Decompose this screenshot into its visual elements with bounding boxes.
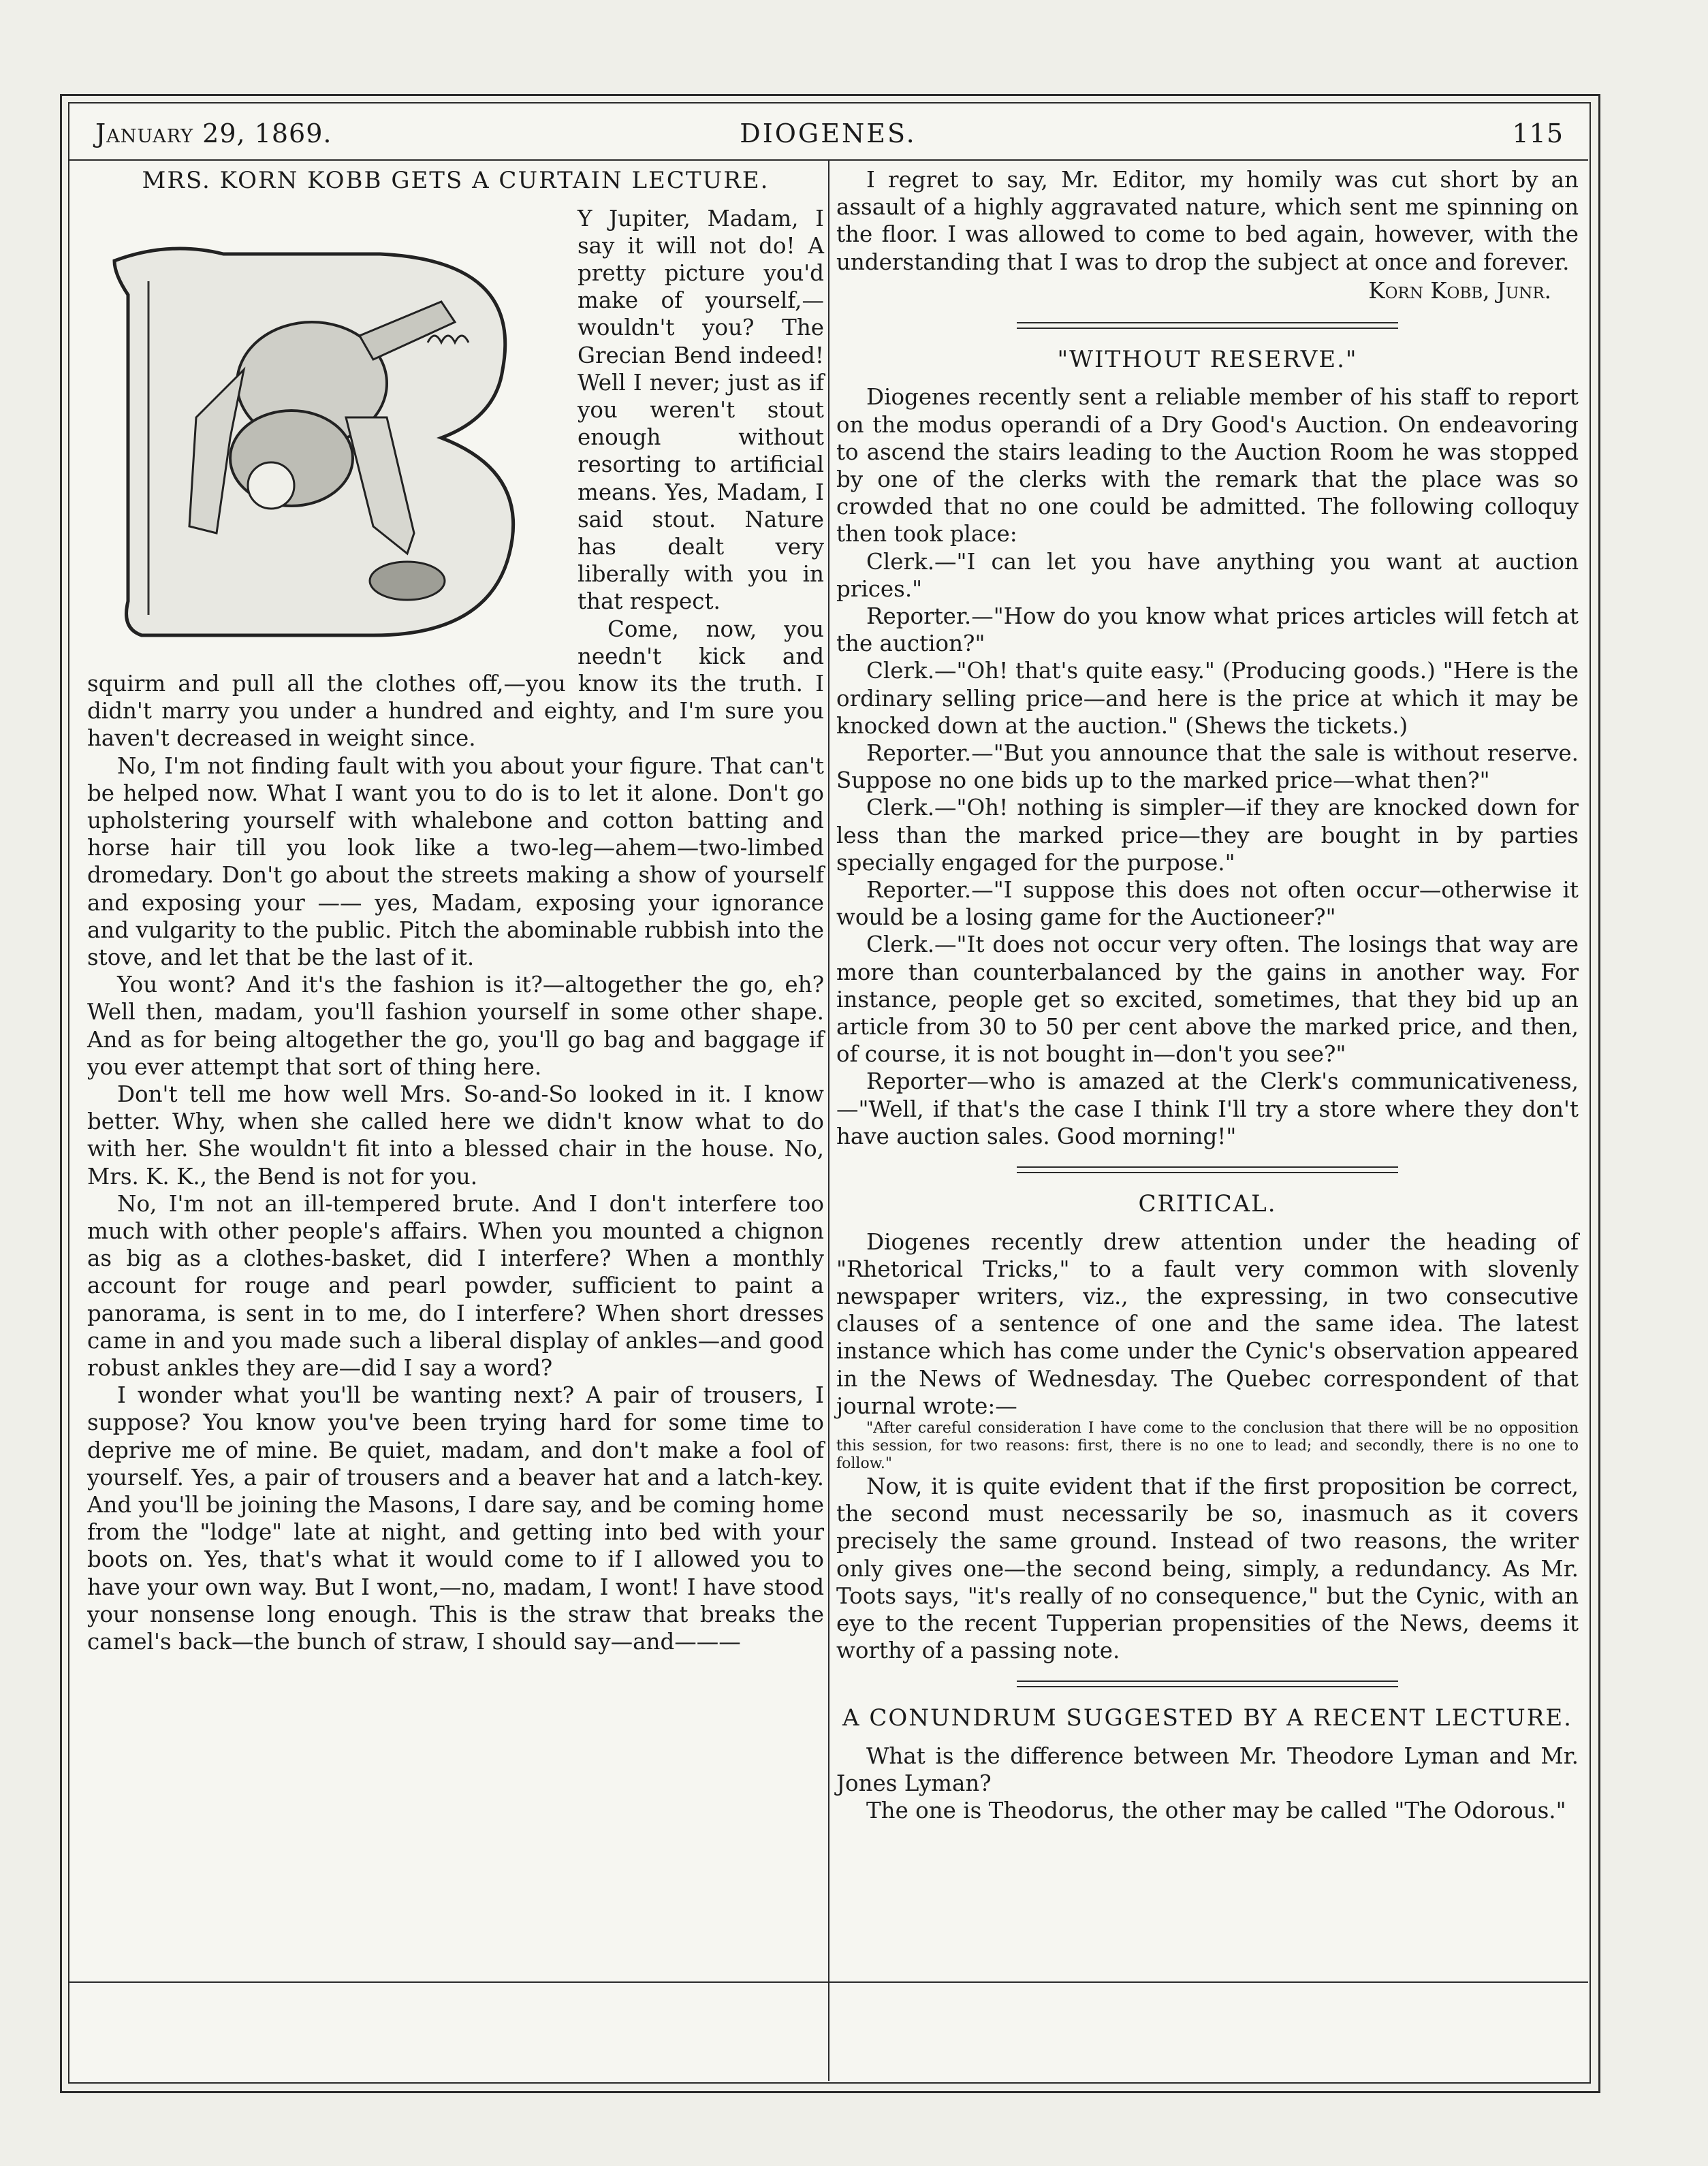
critical-quotation: "After careful consideration I have come to the conclusion that there will be no opposition this session, for two reasons: first, there is no one to lead; and secondly, there is no one to follow." — [836, 1419, 1579, 1472]
lecture-paragraph-2: Come, now, you needn't kick and squirm and pull all the clothes off,—you know its the truth. I didn't marry you under a hundred and eighty, and I'm sure you haven't decreased in weight since. — [87, 616, 824, 752]
column-divider — [828, 159, 829, 2081]
auction-paragraph-9: Reporter—who is amazed at the Clerk's communicativeness,—"Well, if that's the case I think I'll try a store where they don't have auction sales. Good morning!" — [836, 1068, 1579, 1149]
lecture-paragraph-4: You wont? And it's the fashion is it?—altogether the go, eh? Well then, madam, you'll fashion yourself in some other shape. And as for being altogether the go, you'll go bag and baggage if you ever attempt that sort of thing here. — [87, 972, 824, 1080]
lecture-paragraph-5: Don't tell me how well Mrs. So-and-So looked in it. I know better. Why, when she called here we didn't know what to do with her. She wouldn't fit into a blessed chair in the house. No, Mrs. K. K., the Bend is not for you. — [87, 1081, 824, 1190]
section-separator — [1017, 1164, 1398, 1177]
auction-paragraph-8: Clerk.—"It does not occur very often. The losings that way are more than counterbalanced by the gains in another way. For instance, people get so excited, sometimes, that they bid up an article from 30 to 50 per cent above the marked price, and then, of course, it is not bought in—don't you see?" — [836, 931, 1579, 1068]
section-headline-conundrum: A CONUNDRUM SUGGESTED BY A RECENT LECTURE. — [842, 1704, 1572, 1732]
masthead-title: DIOGENES. — [740, 118, 917, 148]
auction-paragraph-7: Reporter.—"I suppose this does not often occur—otherwise it would be a losing game for the Auctioneer?" — [836, 876, 1579, 931]
critical-paragraph-2: Now, it is quite evident that if the first proposition be correct, the second must necessarily be so, inasmuch as it covers precisely the same ground. Instead of two reasons, the writer only gives one—the second being, simply, a redundancy. As Mr. Toots says, "it's really of no consequence," but the Cynic, with an eye to the recent Tupperian propensities of the News, deems it worthy of a passing note. — [836, 1473, 1579, 1664]
critical-paragraph-1: Diogenes recently drew attention under the heading of "Rhetorical Tricks," to a fault very common with slovenly newspaper writers, viz., the expressing, in two consecutive clauses of a sentence of one and the same idea. The latest instance which has come under the Cynic's observation appeared in the News of Wednesday. The Quebec correspondent of that journal wrote:— — [836, 1228, 1579, 1419]
auction-paragraph-2: Clerk.—"I can let you have anything you want at auction prices." — [836, 548, 1579, 602]
left-column — [87, 166, 824, 2073]
page-number: 115 — [1512, 118, 1564, 148]
section-separator — [1017, 1678, 1398, 1691]
author-signature: Korn Kobb, Junr. — [1368, 277, 1551, 304]
page-header — [82, 114, 1575, 155]
right-column — [836, 166, 1579, 2073]
section-separator — [1017, 319, 1398, 333]
auction-paragraph-1: Diogenes recently sent a reliable member of his staff to report on the modus operandi of a Dry Good's Auction. On endeavoring to ascend the stairs leading to the Auction Room he was stopped by one of the clerks with the remark that the place was so crowded that no one could be admitted. The following colloquy then took place: — [836, 384, 1579, 547]
issue-date: January 29, 1869. — [95, 118, 332, 148]
conundrum-question: What is the difference between Mr. Theodore Lyman and Mr. Jones Lyman? — [836, 1742, 1579, 1797]
conundrum-answer: The one is Theodorus, the other may be called "The Odorous." — [866, 1798, 1566, 1824]
lecture-paragraph-3: No, I'm not finding fault with you about your figure. That can't be helped now. What I want you to do is to let it alone. Don't go upholstering yourself with whalebone and cotton batting and horse hair till you look like a two-leg—ahem—two-limbed dromedary. Don't go about the streets making a show of yourself and exposing your —— yes, Madam, exposing your ignorance and vulgarity to the public. Pitch the abominable rubbish into the stove, and let that be the last of it. — [87, 752, 824, 970]
lecture-continuation: I regret to say, Mr. Editor, my homily was cut short by an assault of a highly aggravated nature, which sent me spinning on the floor. I was allowed to come to bed again, however, with the understanding that I was to drop the subject at once and forever. — [836, 167, 1579, 275]
lecture-paragraph-7: I wonder what you'll be wanting next? A pair of trousers, I suppose? You know you've been trying hard for some time to deprive me of mine. Be quiet, madam, and don't make a fool of yourself. Yes, a pair of trousers and a beaver hat and a latch-key. And you'll be joining the Masons, I dare say, and be coming home from the "lodge" late at night, and getting into bed with your boots on. Yes, that's what it would come to if I allowed you to have your own way. But I wont,—no, madam, I wont! I have stood your nonsense long enough. This is the straw that breaks the camel's back—the bunch of straw, I should say—and——— — [87, 1382, 824, 1655]
illustrated-initial — [87, 213, 564, 656]
section-headline-without-reserve: "WITHOUT RESERVE." — [1057, 345, 1358, 373]
auction-paragraph-3: Reporter.—"How do you know what prices articles will fetch at the auction?" — [836, 603, 1579, 657]
lecture-paragraph-1: Y Jupiter, Madam, I say it will not do! A pretty picture you'd make of yourself,—wouldn't you? The Grecian Bend indeed! Well I never; just as if you weren't stout enough without resorting to artificial means. Yes, Madam, I said stout. Nature has dealt very liberally with you in that respect. — [578, 205, 824, 615]
lecture-paragraph-6: No, I'm not an ill-tempered brute. And I don't interfere too much with other people's affairs. When you mounted a chignon as big as a clothes-basket, did I interfere? When a monthly account for rouge and pearl powder, sufficient to paint a panorama, is sent in to me, do I interfere? When short dresses came in and you made such a liberal display of ankles—and good robust ankles they are—did I say a word? — [87, 1190, 824, 1382]
footer-rule — [68, 1981, 1588, 1983]
article-headline: MRS. KORN KOBB GETS A CURTAIN LECTURE. — [142, 167, 770, 194]
auction-paragraph-6: Clerk.—"Oh! nothing is simpler—if they are knocked down for less than the marked price—they are bought in by parties specially engaged for the purpose." — [836, 795, 1579, 876]
auction-paragraph-5: Reporter.—"But you announce that the sale is without reserve. Suppose no one bids up to the marked price—what then?" — [836, 739, 1579, 794]
initial-b-illustration — [87, 213, 564, 656]
auction-paragraph-4: Clerk.—"Oh! that's quite easy." (Producing goods.) "Here is the ordinary selling price—and here is the price at which it may be knocked down at the auction." (Shews the tickets.) — [836, 658, 1579, 739]
section-headline-critical: CRITICAL. — [1138, 1190, 1277, 1217]
